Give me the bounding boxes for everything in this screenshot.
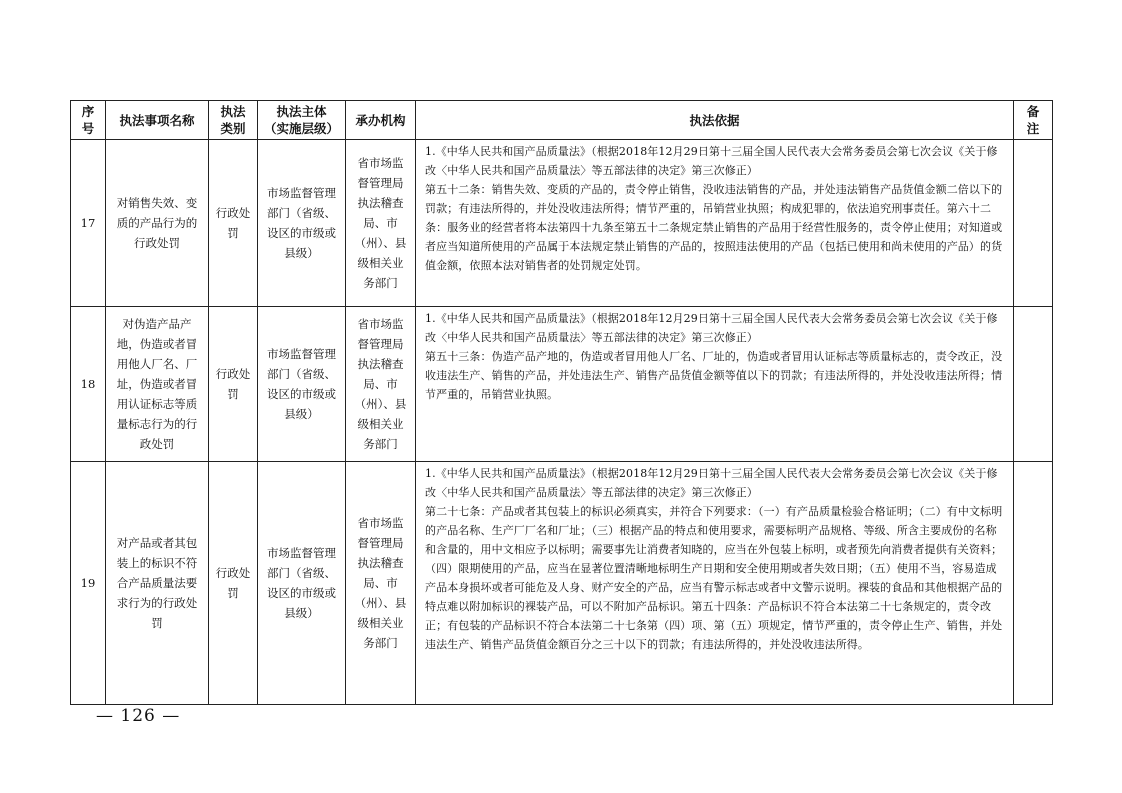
cell-category: 行政处罚	[209, 462, 258, 705]
header-remarks	[1014, 101, 1053, 140]
header-remarks-line-2: 注	[1026, 121, 1040, 136]
header-basis: 执法依据	[416, 101, 1014, 140]
header-subject-line-2: （实施层级）	[263, 121, 339, 136]
cell-agency: 省市场监督管理局执法稽查局、市（州）、县级相关业务部门	[346, 462, 416, 705]
header-category	[209, 101, 258, 140]
header-subject	[258, 101, 346, 140]
header-seq	[71, 101, 106, 140]
header-item-name: 执法事项名称	[106, 101, 209, 140]
header-category-line-2: 类别	[220, 121, 246, 136]
enforcement-table	[70, 100, 1053, 705]
header-remarks-line-1: 备	[1026, 104, 1040, 119]
cell-remarks	[1014, 307, 1053, 462]
table-header-row	[71, 101, 1053, 140]
cell-category: 行政处罚	[209, 140, 258, 307]
cell-subject: 市场监督管理部门（省级、设区的市级或县级）	[258, 140, 346, 307]
table-row	[71, 307, 1053, 462]
cell-item-name: 对销售失效、变质的产品行为的行政处罚	[106, 140, 209, 307]
header-subject-line-1: 执法主体	[276, 104, 327, 119]
cell-basis: 1.《中华人民共和国产品质量法》（根据2018年12月29日第十三届全国人民代表大会常务委员会第七次会议《关于修改〈中华人民共和国产品质量法〉等五部法律的决定》第三次修正） 第二十七条：产品或者其包装上的标识必须真实，并符合下列要求：（一）有产品质量检验合格证明；（二）有中文标明的产品名称、生产厂厂名和厂址；（三）根据产品的特点和使用要求，需要标明产品规格、等级、所含主要成份的名称和含量的，用中文相应予以标明；需要事先让消费者知晓的，应当在外包装上标明，或者预先向消费者提供有关资料；（四）限期使用的产品，应当在显著位置清晰地标明生产日期和安全使用期或者失效日期；（五）使用不当，容易造成产品本身损坏或者可能危及人身、财产安全的产品，应当有警示标志或者中文警示说明。裸装的食品和其他根据产品的特点难以附加标识的裸装产品，可以不附加产品标识。第五十四条：产品标识不符合本法第二十七条规定的，责令改正；有包装的产品标识不符合本法第二十七条第（四）项、第（五）项规定，情节严重的，责令停止生产、销售，并处违法生产、销售产品货值金额百分之三十以下的罚款；有违法所得的，并处没收违法所得。	[416, 462, 1014, 705]
cell-category: 行政处罚	[209, 307, 258, 462]
cell-agency: 省市场监督管理局执法稽查局、市（州）、县级相关业务部门	[346, 140, 416, 307]
cell-basis: 1.《中华人民共和国产品质量法》（根据2018年12月29日第十三届全国人民代表大会常务委员会第七次会议《关于修改〈中华人民共和国产品质量法〉等五部法律的决定》第三次修正） 第五十二条：销售失效、变质的产品的，责令停止销售，没收违法销售的产品，并处违法销售产品货值金额二倍以下的罚款；有违法所得的，并处没收违法所得；情节严重的，吊销营业执照；构成犯罪的，依法追究刑事责任。第六十二条：服务业的经营者将本法第四十九条至第五十二条规定禁止销售的产品用于经营性服务的，责令停止使用；对知道或者应当知道所使用的产品属于本法规定禁止销售的产品的，按照违法使用的产品（包括已使用和尚未使用的产品）的货值金额，依照本法对销售者的处罚规定处罚。	[416, 140, 1014, 307]
cell-seq: 18	[71, 307, 106, 462]
cell-basis: 1.《中华人民共和国产品质量法》（根据2018年12月29日第十三届全国人民代表大会常务委员会第七次会议《关于修改〈中华人民共和国产品质量法〉等五部法律的决定》第三次修正） 第五十三条：伪造产品产地的，伪造或者冒用他人厂名、厂址的，伪造或者冒用认证标志等质量标志的，责令改正，没收违法生产、销售的产品，并处违法生产、销售产品货值金额等值以下的罚款；有违法所得的，并处没收违法所得；情节严重的，吊销营业执照。	[416, 307, 1014, 462]
page-number: — 126 —	[96, 706, 181, 726]
header-category-line-1: 执法	[220, 104, 246, 119]
cell-item-name: 对产品或者其包装上的标识不符合产品质量法要求行为的行政处罚	[106, 462, 209, 705]
table-row	[71, 462, 1053, 705]
cell-remarks	[1014, 462, 1053, 705]
cell-remarks	[1014, 140, 1053, 307]
header-agency: 承办机构	[346, 101, 416, 140]
cell-agency: 省市场监督管理局执法稽查局、市（州）、县级相关业务部门	[346, 307, 416, 462]
table-row	[71, 140, 1053, 307]
cell-subject: 市场监督管理部门（省级、设区的市级或县级）	[258, 307, 346, 462]
cell-subject: 市场监督管理部门（省级、设区的市级或县级）	[258, 462, 346, 705]
cell-seq: 17	[71, 140, 106, 307]
cell-item-name: 对伪造产品产地，伪造或者冒用他人厂名、厂址，伪造或者冒用认证标志等质量标志行为的行政处罚	[106, 307, 209, 462]
header-seq-line-2: 号	[81, 121, 95, 136]
header-seq-line-1: 序	[81, 104, 95, 119]
cell-seq: 19	[71, 462, 106, 705]
